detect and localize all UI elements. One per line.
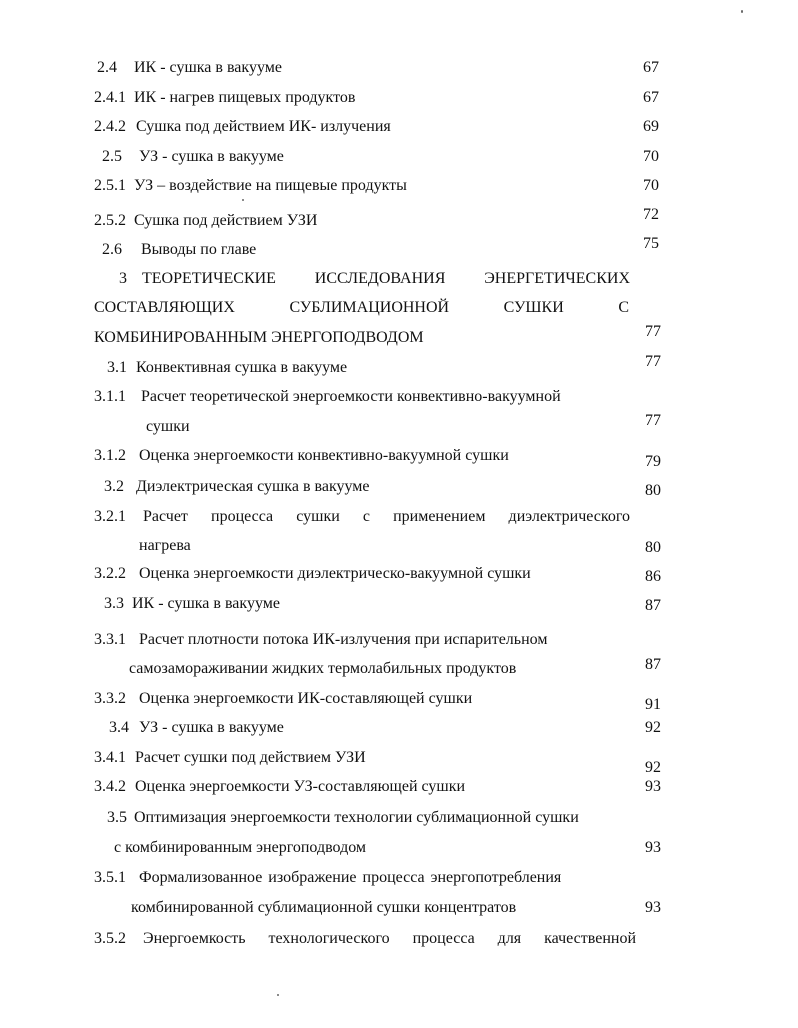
toc-entry-3-1-page: 77 [645, 353, 661, 370]
toc-entry-3-3-1-title-line2: самозамораживании жидких термолабильных продуктов [129, 660, 517, 677]
toc-entry-2-4-title: ИК - сушка в вакууме [134, 59, 282, 76]
toc-entry-2-4-2-number: 2.4.2 [94, 118, 126, 135]
toc-entry-3-3-1-page: 87 [645, 656, 661, 673]
toc-entry-3-1-1-title-line1: Расчет теоретической энергоемкости конвективно-вакуумной [141, 388, 561, 405]
toc-entry-3-number: 3 [119, 270, 127, 287]
toc-entry-3-2-2-page: 86 [645, 568, 661, 585]
toc-entry-3-2-2-number: 3.2.2 [94, 565, 126, 582]
toc-entry-3-title-line1: ТЕОРЕТИЧЕСКИЕ ИССЛЕДОВАНИЯ ЭНЕРГЕТИЧЕСКИХ [142, 270, 630, 287]
toc-entry-3-page: 77 [645, 323, 661, 340]
toc-entry-3-5-number: 3.5 [107, 809, 127, 826]
toc-entry-3-title-line3: КОМБИНИРОВАННЫМ ЭНЕРГОПОДВОДОМ [94, 329, 424, 346]
toc-entry-3-2-page: 80 [645, 482, 661, 499]
toc-entry-3-3-page: 87 [645, 597, 661, 614]
toc-entry-3-2-1-title-line2: нагрева [139, 537, 191, 554]
toc-entry-3-1-2-title: Оценка энергоемкости конвективно-вакуумной сушки [139, 447, 509, 464]
toc-entry-3-4-1-title: Расчет сушки под действием УЗИ [135, 749, 366, 766]
toc-entry-3-5-1-page: 93 [645, 899, 661, 916]
scan-speck [741, 10, 743, 13]
toc-entry-3-3-number: 3.3 [104, 595, 124, 612]
toc-entry-3-1-1-number: 3.1.1 [94, 388, 126, 405]
toc-entry-2-4-2-page: 69 [643, 118, 659, 135]
toc-entry-3-4-number: 3.4 [109, 719, 129, 736]
toc-entry-2-4-page: 67 [643, 59, 659, 76]
toc-entry-2-5-1-page: 70 [643, 177, 659, 194]
scan-speck [277, 994, 279, 996]
toc-entry-3-3-2-title: Оценка энергоемкости ИК-составляющей сушки [139, 690, 473, 707]
toc-entry-2-6-number: 2.6 [102, 241, 122, 258]
toc-entry-3-1-number: 3.1 [107, 359, 127, 376]
toc-entry-3-5-1-number: 3.5.1 [94, 869, 126, 886]
toc-entry-2-5-2-page: 72 [643, 206, 659, 223]
toc-entry-3-2-2-title: Оценка энергоемкости диэлектрическо-вакуумной сушки [139, 565, 531, 582]
toc-entry-2-5-1-title: УЗ – воздействие на пищевые продукты [134, 177, 407, 194]
toc-entry-3-3-1-title-line1: Расчет плотности потока ИК-излучения при испарительном [139, 631, 548, 648]
toc-entry-3-4-title: УЗ - сушка в вакууме [139, 719, 284, 736]
toc-entry-2-4-1-page: 67 [643, 89, 659, 106]
toc-entry-2-6-title: Выводы по главе [141, 241, 257, 258]
toc-entry-3-5-title-line1: Оптимизация энергоемкости технологии сублимационной сушки [134, 809, 579, 826]
toc-entry-3-4-2-page: 93 [645, 778, 661, 795]
toc-entry-3-4-1-page: 92 [645, 759, 661, 776]
toc-entry-2-5-number: 2.5 [102, 148, 122, 165]
toc-entry-3-4-1-number: 3.4.1 [94, 749, 126, 766]
toc-entry-3-title-line2: СОСТАВЛЯЮЩИХ СУБЛИМАЦИОННОЙ СУШКИ С [94, 299, 629, 316]
toc-entry-3-2-title: Диэлектрическая сушка в вакууме [136, 478, 370, 495]
toc-entry-3-5-title-line2: с комбинированным энергоподводом [114, 839, 367, 856]
toc-entry-3-1-title: Конвективная сушка в вакууме [136, 359, 348, 376]
toc-entry-2-4-number: 2.4 [97, 59, 117, 76]
toc-entry-3-3-2-page: 91 [645, 696, 661, 713]
toc-entry-2-5-page: 70 [643, 148, 659, 165]
toc-entry-2-4-1-title: ИК - нагрев пищевых продуктов [134, 89, 356, 106]
toc-entry-2-4-1-number: 2.4.1 [94, 89, 126, 106]
toc-entry-3-4-2-number: 3.4.2 [94, 778, 126, 795]
scan-speck [242, 199, 244, 201]
toc-entry-3-4-page: 92 [645, 719, 661, 736]
toc-entry-2-5-2-number: 2.5.2 [94, 212, 126, 229]
toc-entry-3-5-2-number: 3.5.2 [94, 930, 126, 947]
toc-entry-3-2-1-number: 3.2.1 [94, 508, 126, 525]
toc-entry-2-5-2-title: Сушка под действием УЗИ [134, 212, 318, 229]
toc-entry-3-2-1-title-line1: Расчет процесса сушки с применением диэлектрического [143, 508, 630, 525]
toc-entry-3-1-1-page: 77 [645, 412, 661, 429]
toc-entry-3-1-1-title-line2: сушки [146, 418, 190, 435]
toc-entry-3-5-2-title-line1: Энергоемкость технологического процесса для качественной [143, 930, 636, 947]
toc-entry-2-5-1-number: 2.5.1 [94, 177, 126, 194]
toc-entry-2-4-2-title: Сушка под действием ИК- излучения [136, 118, 391, 135]
toc-entry-3-3-title: ИК - сушка в вакууме [132, 595, 280, 612]
toc-entry-3-3-2-number: 3.3.2 [94, 690, 126, 707]
toc-entry-3-5-page: 93 [645, 839, 661, 856]
toc-entry-3-2-number: 3.2 [104, 478, 124, 495]
toc-entry-3-5-1-title-line2: комбинированной сублимационной сушки концентратов [131, 899, 517, 916]
toc-entry-3-2-1-page: 80 [645, 539, 661, 556]
toc-entry-3-1-2-page: 79 [645, 453, 661, 470]
toc-entry-3-4-2-title: Оценка энергоемкости УЗ-составляющей сушки [135, 778, 466, 795]
toc-entry-3-1-2-number: 3.1.2 [94, 447, 126, 464]
toc-entry-3-5-1-title-line1: Формализованное изображение процесса энергопотребления [139, 869, 562, 886]
toc-entry-3-3-1-number: 3.3.1 [94, 631, 126, 648]
toc-entry-2-5-title: УЗ - сушка в вакууме [139, 148, 284, 165]
toc-entry-2-6-page: 75 [643, 235, 659, 252]
